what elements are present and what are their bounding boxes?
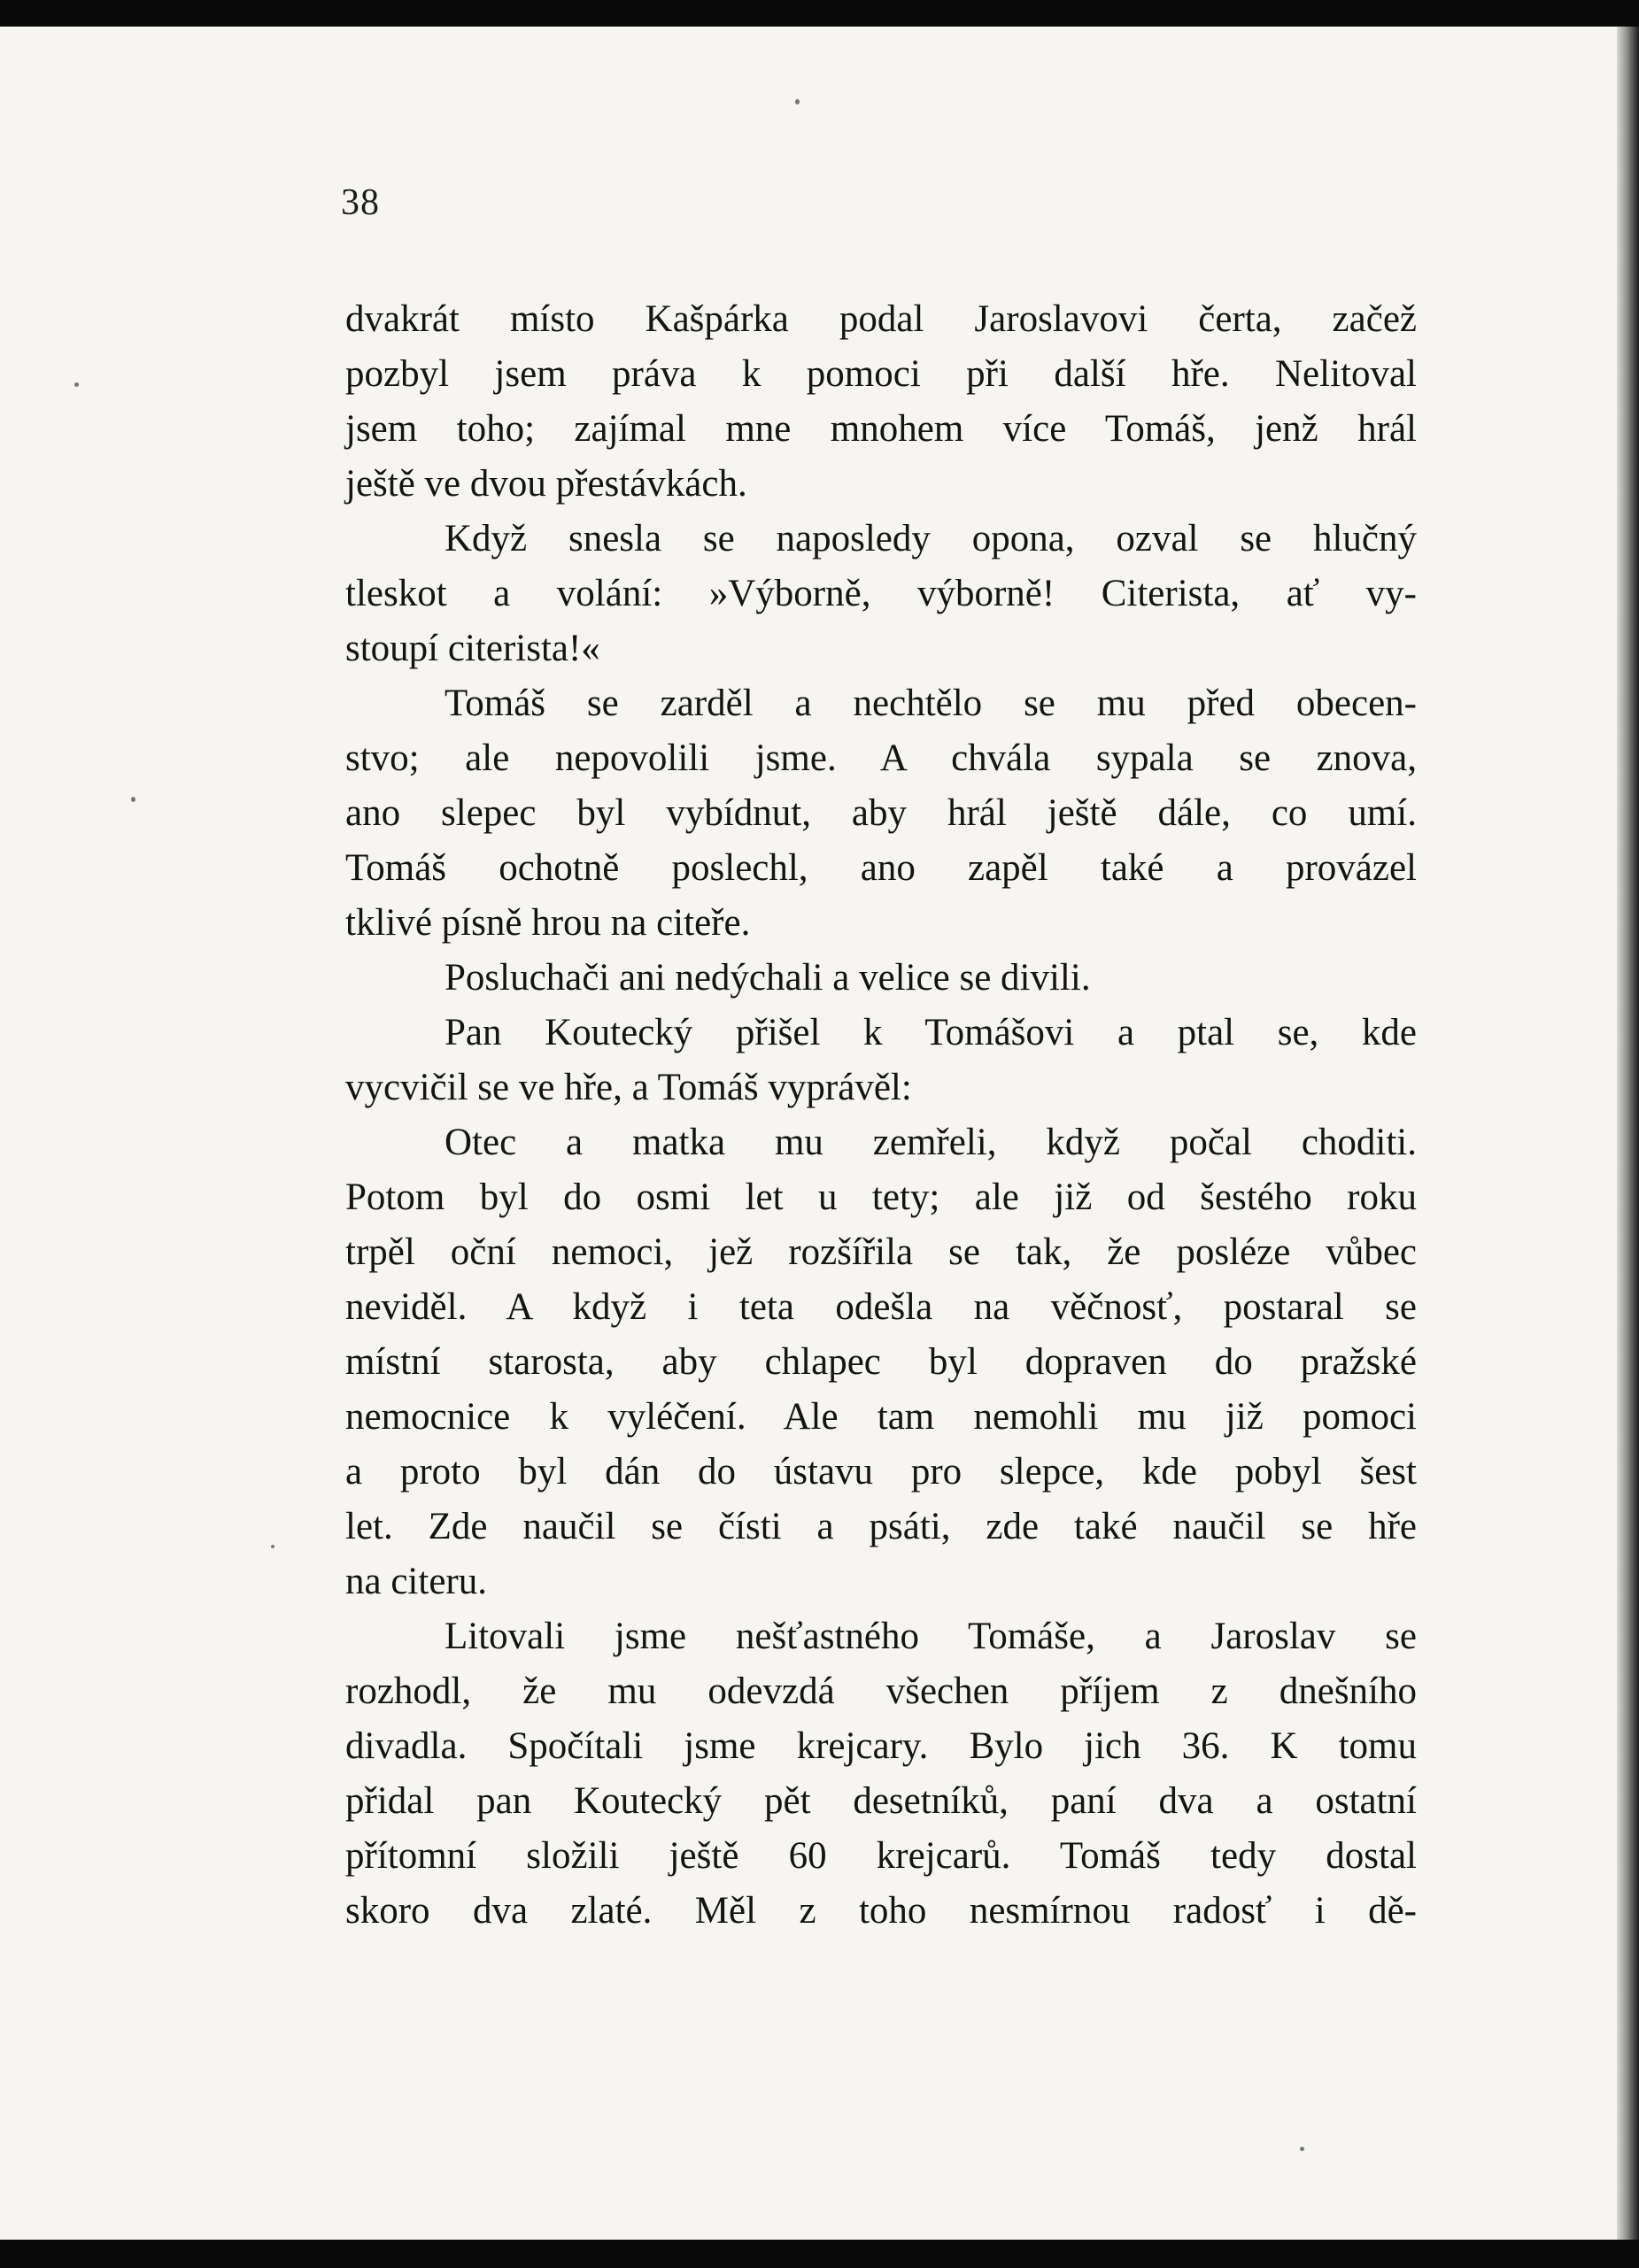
page-edge-shadow [1617,27,1639,2240]
text-line: Posluchači ani nedýchali a velice se divili. [445,957,1091,999]
text-line: Litovali jsme nešťastného Tomáše, a Jaroslav se [445,1616,1417,1657]
scan-speck [74,382,79,387]
text-line: přítomní složili ještě 60 krejcarů. Tomáš tedy dostal [345,1835,1417,1877]
text-line: tklivé písně hrou na citeře. [345,902,751,944]
text-line: na citeru. [345,1561,487,1602]
text-line: Tomáš se zarděl a nechtělo se mu před obecen- [445,683,1417,724]
text-line: tleskot a volání: »Výborně, výborně! Citerista, ať vy- [345,573,1417,614]
scan-speck [795,99,800,104]
text-line: místní starosta, aby chlapec byl dopraven do pražské [345,1341,1417,1383]
text-line: Otec a matka mu zemřeli, když počal choditi. [445,1122,1417,1163]
text-line: Tomáš ochotně poslechl, ano zapěl také a provázel [345,847,1417,889]
text-line: pozbyl jsem práva k pomoci při další hře. Nelitoval [345,353,1417,395]
text-line: a proto byl dán do ústavu pro slepce, kde pobyl šest [345,1451,1417,1493]
text-line: Potom byl do osmi let u tety; ale již od šestého roku [345,1176,1417,1218]
text-line: dvakrát místo Kašpárka podal Jaroslavovi čerta, začež [345,298,1417,340]
text-line: stoupí citerista!« [345,628,600,669]
page-number: 38 [341,182,380,223]
text-line: rozhodl, že mu odevzdá všechen příjem z dnešního [345,1670,1417,1712]
body-text [345,292,1417,1939]
text-line: stvo; ale nepovolili jsme. A chvála sypala se znova, [345,737,1417,779]
scan-speck [131,797,135,802]
text-line: jsem toho; zajímal mne mnohem více Tomáš, jenž hrál [345,408,1417,450]
text-line: divadla. Spočítali jsme krejcary. Bylo jich 36. K tomu [345,1725,1417,1767]
text-line: ještě ve dvou přestávkách. [345,463,747,505]
text-line: trpěl oční nemoci, jež rozšířila se tak, že posléze vůbec [345,1231,1417,1273]
text-line: neviděl. A když i teta odešla na věčnosť, postaral se [345,1286,1417,1328]
text-line: let. Zde naučil se čísti a psáti, zde také naučil se hře [345,1506,1417,1547]
text-line: Pan Koutecký přišel k Tomášovi a ptal se, kde [445,1012,1417,1053]
text-line: vycvičil se ve hře, a Tomáš vyprávěl: [345,1067,912,1108]
scan-speck [271,1545,274,1548]
text-line: přidal pan Koutecký pět desetníků, paní dva a ostatní [345,1780,1417,1822]
text-line: ano slepec byl vybídnut, aby hrál ještě dále, co umí. [345,792,1417,834]
text-line: skoro dva zlaté. Měl z toho nesmírnou radosť i dě- [345,1890,1417,1932]
scan-speck [1300,2147,1304,2151]
text-line: Když snesla se naposledy opona, ozval se hlučný [445,518,1417,559]
text-line: nemocnice k vyléčení. Ale tam nemohli mu již pomoci [345,1396,1417,1438]
